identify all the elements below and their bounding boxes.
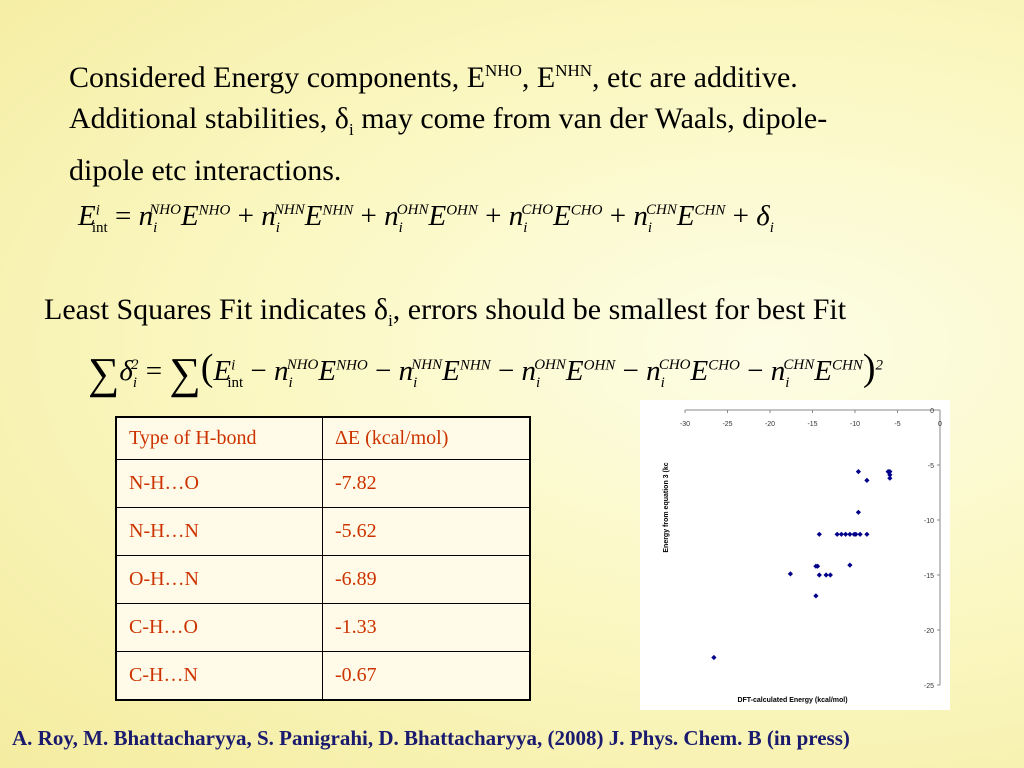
energy-cell: -1.33 (323, 604, 531, 652)
energy-cell: ΔE (kcal/mol) (323, 417, 531, 460)
intro-text: , etc are additive. (592, 61, 798, 94)
y-tick-label: -20 (923, 628, 934, 635)
intro-line-3: dipole etc interactions. (69, 154, 342, 187)
citation: A. Roy, M. Bhattacharyya, S. Panigrahi, D. Bhattacharyya, (2008) J. Phys. Chem. B (in press) (12, 726, 850, 750)
y-tick-label: -10 (923, 518, 934, 525)
y-tick-label: -5 (927, 463, 934, 470)
fit-scatter-plot (640, 400, 950, 710)
intro-text: , E (521, 61, 556, 94)
intro-paragraph (69, 50, 969, 191)
table-row (116, 556, 530, 604)
least-squares-statement (44, 293, 846, 331)
table-row (116, 604, 530, 652)
x-tick-label: -10 (849, 421, 861, 428)
table-row (116, 460, 530, 508)
least-squares-text: Least Squares Fit indicates δ (44, 293, 389, 326)
data-point (864, 478, 869, 483)
x-tick-label: -25 (722, 421, 733, 428)
subscript-i: i (388, 311, 393, 330)
hbond-type-cell: N-H…O (116, 460, 323, 508)
energy-cell: -0.67 (323, 652, 531, 701)
data-point (788, 571, 793, 576)
hbond-type-cell: Type of H-bond (116, 417, 323, 460)
data-point (858, 532, 863, 537)
hbond-type-cell: C-H…O (116, 604, 323, 652)
y-tick-label: -25 (923, 683, 934, 690)
least-squares-text: , errors should be smallest for best Fit (392, 293, 847, 326)
x-tick-label: -20 (764, 421, 776, 428)
y-axis-label: Energy from equation 3 (kc (663, 462, 670, 553)
x-axis-label: DFT-calculated Energy (kcal/mol) (737, 697, 848, 704)
hbond-type-cell: N-H…N (116, 508, 323, 556)
data-point (856, 510, 861, 515)
superscript-nhn: NHN (555, 61, 593, 80)
scatter-svg (640, 400, 950, 710)
x-tick-label: -5 (894, 421, 901, 428)
y-tick-label: -15 (923, 573, 934, 580)
x-tick-label: -15 (807, 421, 818, 428)
table-row (116, 652, 530, 701)
intro-text: may come from van der Waals, dipole- (353, 102, 828, 135)
energy-cell: -6.89 (323, 556, 531, 604)
hbond-type-cell: O-H…N (116, 556, 323, 604)
equation-text: $\sum\delta_i^2 = \sum(E^i_{int} - n_i^{NHO}E^{NHO} - n_i^{NHN}E^{NHN} - n_i^{OHN}E^{OHN} - n_i^{CHO}E^{CHO} - n_i^{CHN}E^{CHN})^2$ (88, 347, 883, 398)
data-point (817, 572, 822, 577)
table-header-row (116, 417, 530, 460)
x-tick-label: 0 (938, 421, 942, 428)
data-point (847, 563, 852, 568)
data-point (828, 572, 833, 577)
x-tick-label: -30 (679, 421, 691, 428)
least-squares-equation (88, 346, 883, 399)
interaction-energy-equation (78, 200, 774, 237)
data-point (817, 532, 822, 537)
data-point (864, 532, 869, 537)
intro-text: Additional stabilities, δ (69, 102, 349, 135)
intro-line-1 (69, 50, 969, 98)
intro-line-2 (69, 98, 969, 150)
subscript-i: i (348, 120, 354, 139)
data-point (711, 655, 716, 660)
energy-cell: -5.62 (323, 508, 531, 556)
intro-text: Considered Energy components, E (69, 61, 486, 94)
data-point (813, 593, 818, 598)
hbond-energy-table (115, 416, 531, 701)
y-tick-label: 0 (930, 408, 934, 415)
equation-text: $E^i_{int} = n_i^{NHO}E^{NHO} + n_i^{NHN}E^{NHN} + n_i^{OHN}E^{OHN} + n_i^{CHO}E^{CHO} + n_i^{CHN}E^{CHN} + \delta_i$ (78, 200, 774, 236)
table-row (116, 508, 530, 556)
hbond-type-cell: C-H…N (116, 652, 323, 701)
superscript-nho: NHO (485, 61, 522, 80)
energy-cell: -7.82 (323, 460, 531, 508)
data-point (856, 469, 861, 474)
data-point (887, 476, 892, 481)
